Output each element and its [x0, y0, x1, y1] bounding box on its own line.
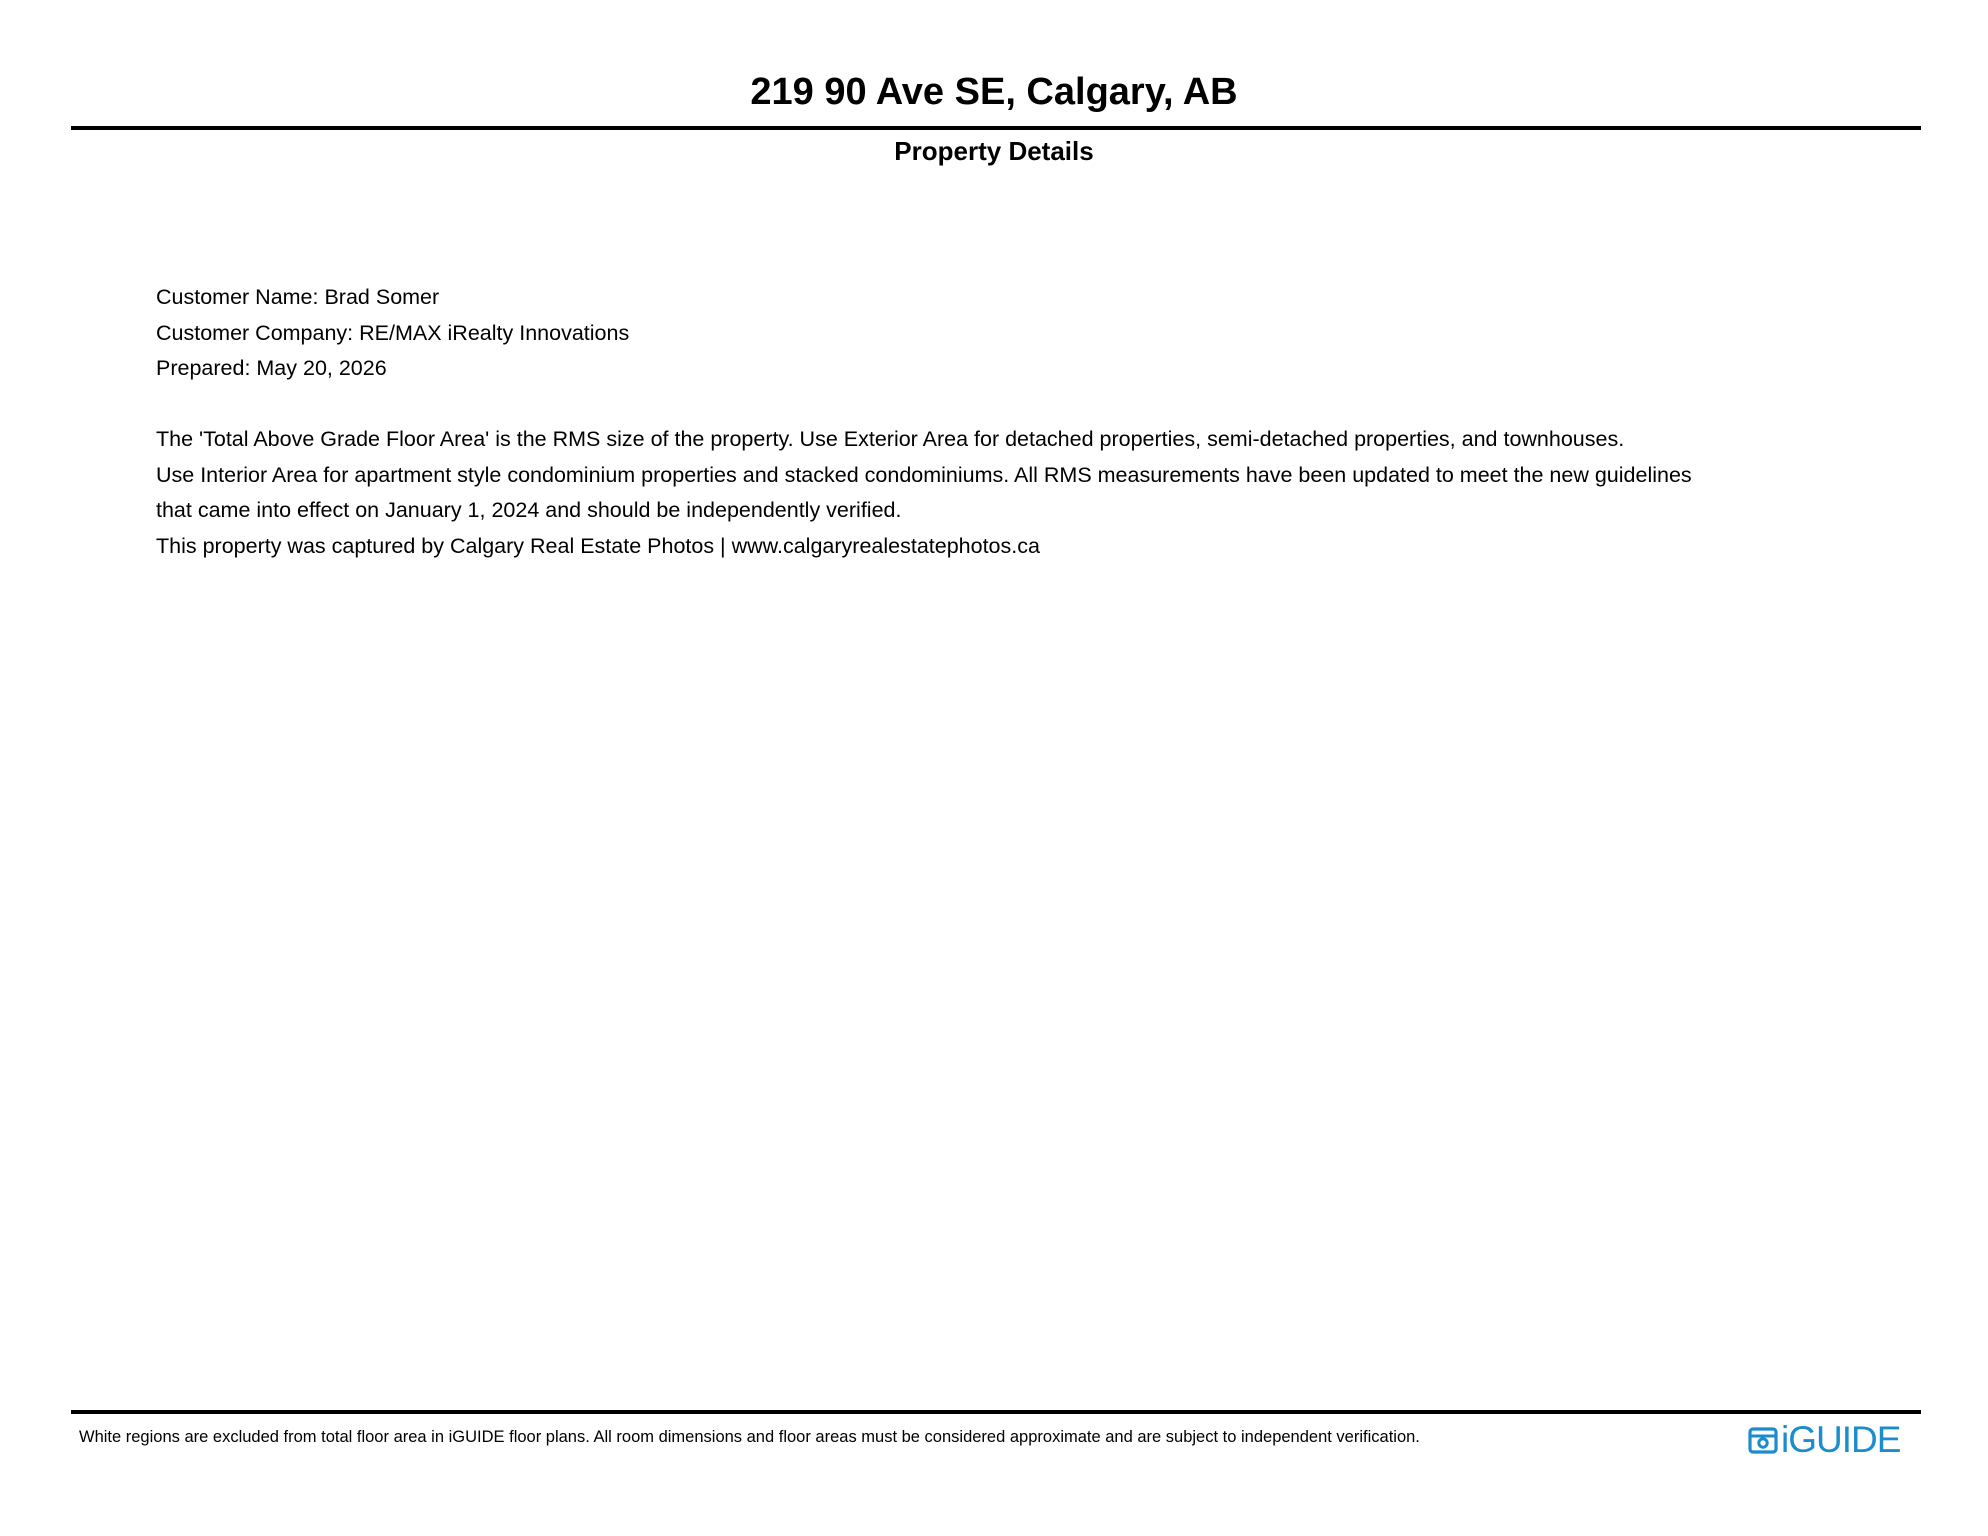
paragraph-line: Use Interior Area for apartment style condominium properties and stacked condominiums. All RMS measurements have been updated to meet the new guidelines: [156, 462, 1692, 487]
header-divider: [71, 126, 1921, 130]
capture-credit: This property was captured by Calgary Real Estate Photos | www.calgaryrealestatephotos.ca: [156, 533, 1040, 558]
logo-wordmark: iGUIDE: [1781, 1419, 1901, 1460]
iguide-logo: [1748, 1420, 1900, 1460]
customer-company: Customer Company: RE/MAX iRealty Innovations: [156, 320, 630, 345]
customer-name: Customer Name: Brad Somer: [156, 285, 440, 309]
paragraph-line: that came into effect on January 1, 2024 and should be independently verified.: [156, 498, 902, 522]
footer-divider: [71, 1410, 1921, 1414]
prepared-date: Prepared: May 20, 2026: [156, 356, 387, 380]
paragraph-line: The 'Total Above Grade Floor Area' is the RMS size of the property. Use Exterior Area for detached properties, semi-detached properties, and townhouses.: [156, 427, 1625, 451]
footer-disclaimer: White regions are excluded from total floor area in iGUIDE floor plans. All room dimensions and floor areas must be considered approximate and are subject to independent verification.: [79, 1428, 1420, 1446]
page-title: 219 90 Ave SE, Calgary, AB: [750, 71, 1238, 113]
camera-icon: [1748, 1425, 1778, 1455]
spacer: [156, 387, 1856, 423]
property-details: [156, 280, 1856, 564]
page-subtitle: Property Details: [894, 136, 1094, 166]
